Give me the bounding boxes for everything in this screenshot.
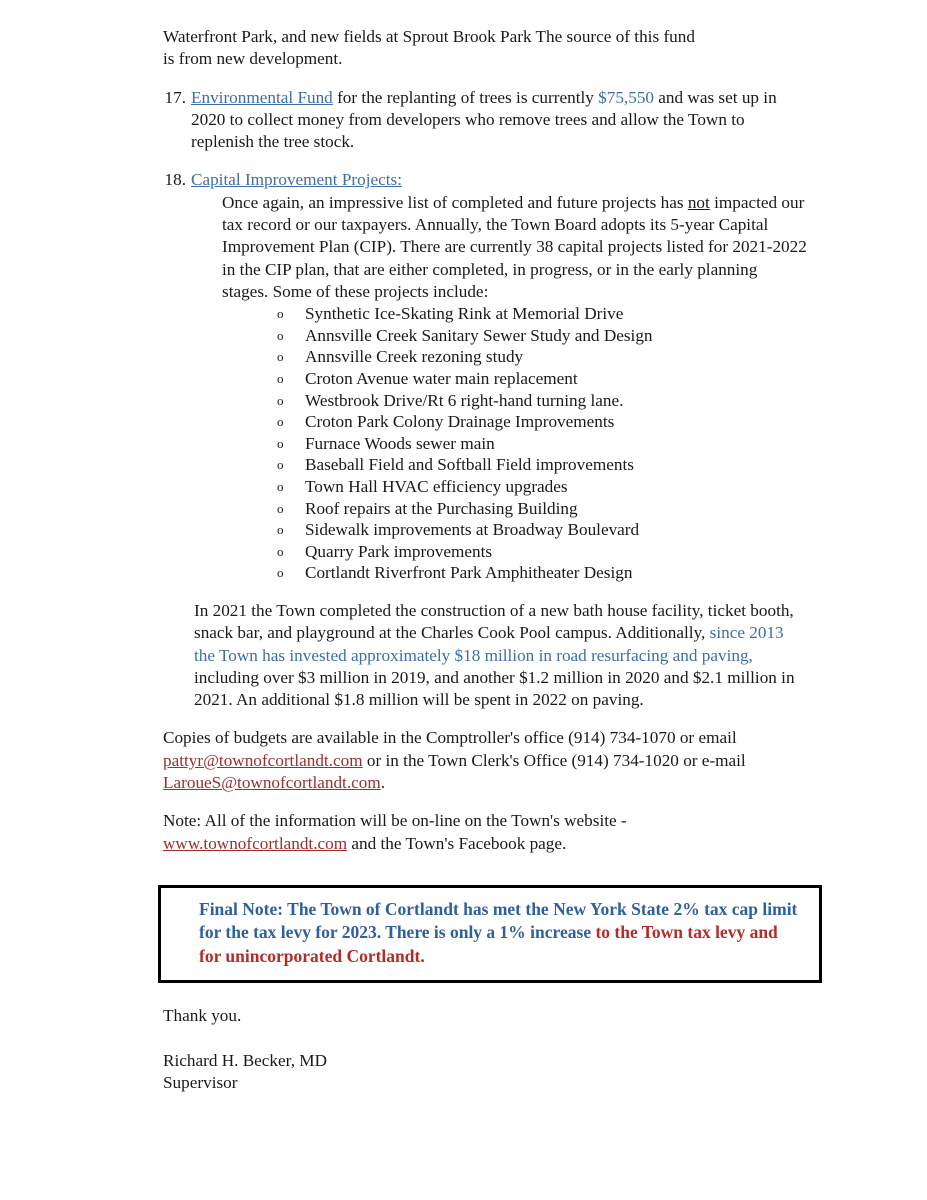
project-label: Synthetic Ice-Skating Rink at Memorial Drive: [305, 304, 624, 324]
final-note-blue-text: Final Note: The Town of Cortlandt has met the New York State 2% tax cap limit for the tax levy for 2023. There is only a 1% increase: [199, 898, 798, 943]
top-paragraph-line1: Waterfront Park, and new fields at Sprout Brook Park The source of this fund: [163, 27, 695, 46]
project-label: Town Hall HVAC efficiency upgrades: [305, 477, 568, 497]
list-item-18-number: 18.: [164, 170, 186, 190]
list-item: [277, 303, 807, 325]
list-item: [277, 541, 807, 563]
list-item: [277, 325, 807, 347]
list-item: [277, 454, 807, 476]
environmental-fund-text-after: and was set up in 2020 to collect money from developers who remove trees and allow the Town to replenish the tree stock.: [191, 87, 777, 152]
website-link[interactable]: www.townofcortlandt.com: [163, 833, 348, 853]
circle-bullet-icon: o: [277, 565, 284, 581]
project-label: Furnace Woods sewer main: [305, 433, 495, 453]
list-item: [277, 346, 807, 368]
paragraph-online-note: [163, 810, 807, 855]
spacer: [163, 711, 807, 727]
list-item-17-body: [191, 87, 807, 154]
list-item: [277, 498, 807, 520]
top-paragraph: [163, 26, 807, 71]
list-item: [277, 476, 807, 498]
spacer: [163, 855, 807, 885]
environmental-fund-amount: $75,550: [598, 87, 654, 107]
final-note-red-text: to the Town tax levy and for unincorporated Cortlandt.: [199, 922, 778, 966]
final-note-text: [199, 898, 803, 969]
circle-bullet-icon: o: [277, 371, 284, 387]
cip-emphasis-not: not: [687, 192, 710, 212]
spacer: [163, 794, 807, 810]
project-label: Croton Avenue water main replacement: [305, 369, 578, 389]
project-label: Baseball Field and Softball Field improvements: [305, 455, 634, 475]
email-link-town-clerk[interactable]: LaroueS@townofcortlandt.com: [163, 773, 381, 793]
list-item: [277, 433, 807, 455]
project-label: Annsville Creek Sanitary Sewer Study and Design: [305, 325, 653, 345]
project-label: Cortlandt Riverfront Park Amphitheater Design: [305, 563, 633, 583]
list-item-18: [163, 169, 807, 303]
circle-bullet-icon: o: [277, 435, 284, 451]
circle-bullet-icon: o: [277, 500, 284, 516]
project-label: Westbrook Drive/Rt 6 right-hand turning lane.: [305, 390, 624, 410]
spacer: [163, 1028, 807, 1050]
paragraph-2021-projects: [194, 600, 807, 711]
list-item: [277, 519, 807, 541]
note-part2: and the Town's Facebook page.: [347, 833, 567, 853]
list-item-17: [163, 87, 807, 154]
top-paragraph-line2: is from new development.: [163, 49, 343, 69]
circle-bullet-icon: o: [277, 306, 284, 322]
spacer: [163, 71, 807, 87]
project-label: Sidewalk improvements at Broadway Boulevard: [305, 520, 640, 540]
project-label: Quarry Park improvements: [305, 541, 493, 561]
list-item: [277, 411, 807, 433]
circle-bullet-icon: o: [277, 414, 284, 430]
spacer: [163, 983, 807, 1005]
email-link-comptroller[interactable]: pattyr@townofcortlandt.com: [163, 750, 363, 770]
circle-bullet-icon: o: [277, 479, 284, 495]
final-note-box: [158, 885, 822, 984]
environmental-fund-title: Environmental Fund: [191, 87, 333, 107]
capital-improvement-title: Capital Improvement Projects:: [191, 170, 402, 190]
list-item-18-body: [191, 169, 807, 303]
cip-text-part1: Once again, an impressive list of completed and future projects has: [222, 192, 688, 212]
list-item: [277, 390, 807, 412]
cip-text-part2: impacted our tax record or our taxpayers. Annually, the Town Board adopts its 5-year Capital Improvement Plan (CIP). There are currently 38 capital projects listed for 2021-2022 in the CIP plan, that are either completed, in progress, or in the early planning stages. Some of these projects include:: [222, 192, 807, 301]
closing-thanks: Thank you.: [163, 1006, 242, 1026]
capital-improvement-paragraph: [222, 192, 807, 303]
copies-part2: or in the Town Clerk's Office (914) 734-1020 or e-mail: [362, 750, 746, 770]
circle-bullet-icon: o: [277, 543, 284, 559]
projects-list: [163, 303, 807, 584]
list-item-17-number: 17.: [164, 87, 186, 107]
project-label: Annsville Creek rezoning study: [305, 347, 524, 367]
copies-part3: .: [380, 773, 386, 793]
circle-bullet-icon: o: [277, 392, 284, 408]
circle-bullet-icon: o: [277, 457, 284, 473]
circle-bullet-icon: o: [277, 522, 284, 538]
signature-name: Richard H. Becker, MD: [163, 1050, 327, 1070]
project-label: Roof repairs at the Purchasing Building: [305, 498, 578, 518]
copies-part1: Copies of budgets are available in the Comptroller's office (914) 734-1070 or email: [163, 728, 737, 748]
list-item: [277, 368, 807, 390]
signature-title: Supervisor: [163, 1073, 238, 1093]
note-part1: Note: All of the information will be on-line on the Town's website -: [163, 811, 627, 831]
project-label: Croton Park Colony Drainage Improvements: [305, 412, 615, 432]
paragraph-2021-part2: including over $3 million in 2019, and another $1.2 million in 2020 and $2.1 million in 2021. An additional $1.8 million will be spent in 2022 on paving.: [194, 667, 795, 710]
circle-bullet-icon: o: [277, 327, 284, 343]
paragraph-2021-highlight: since 2013 the Town has invested approximately $18 million in road resurfacing and paving,: [194, 623, 784, 665]
paragraph-copies-of-budgets: [163, 727, 807, 794]
spacer: [163, 584, 807, 600]
circle-bullet-icon: o: [277, 349, 284, 365]
environmental-fund-text-before: for the replanting of trees is currently: [332, 87, 599, 107]
spacer: [163, 153, 807, 169]
list-item: [277, 562, 807, 584]
paragraph-2021-part1: In 2021 the Town completed the construction of a new bath house facility, ticket booth, snack bar, and playground at the Charles Cook Pool campus. Additionally,: [194, 600, 794, 643]
